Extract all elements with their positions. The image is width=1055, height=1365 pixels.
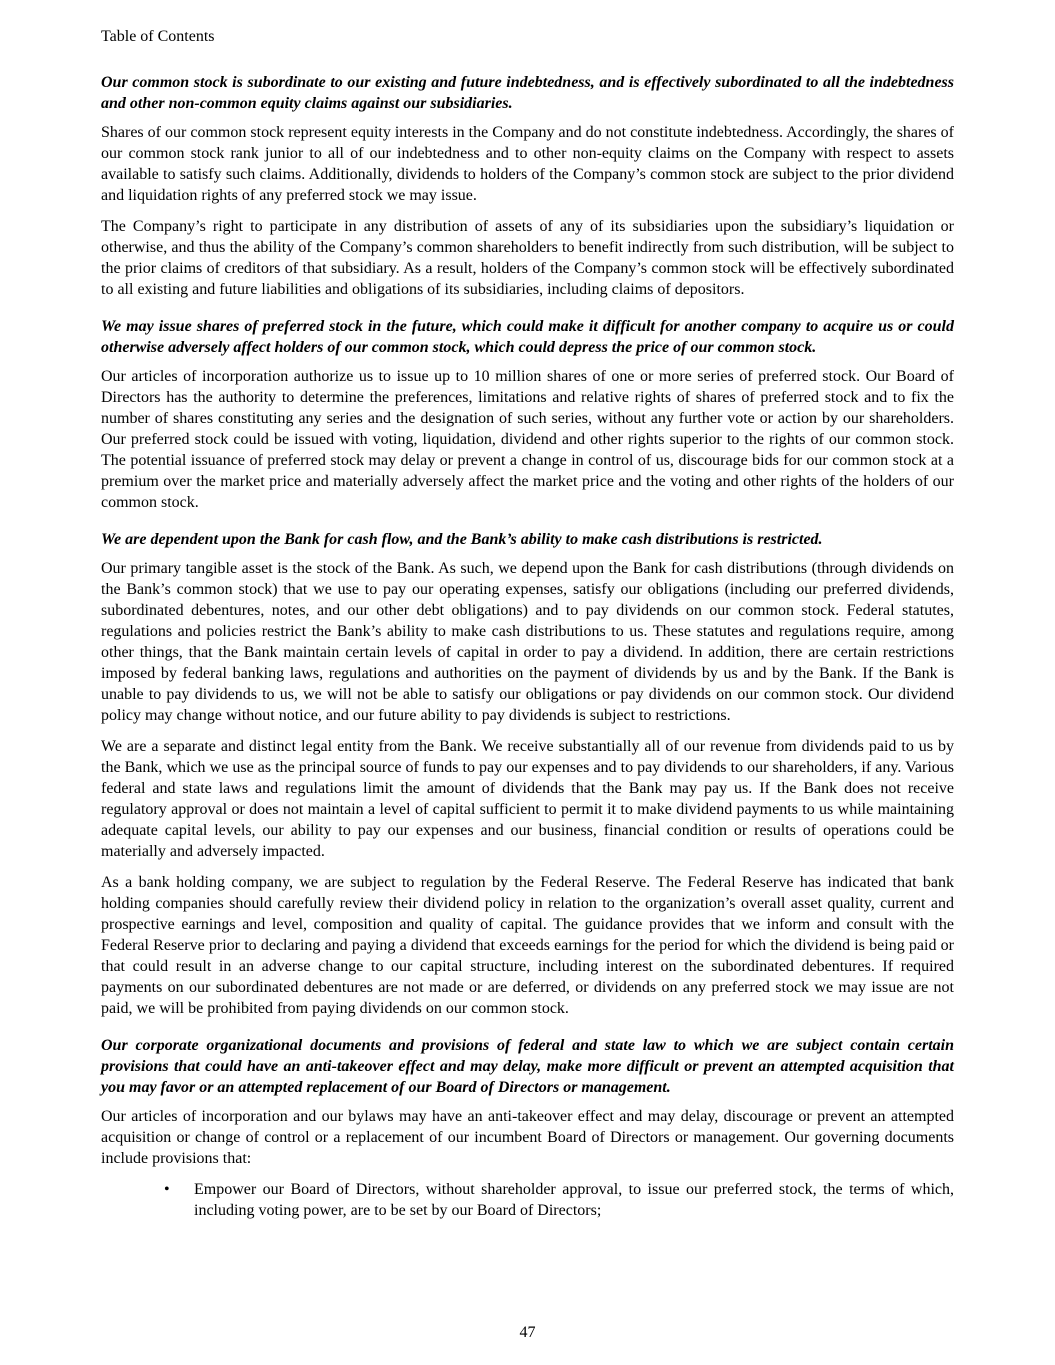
paragraph: Our primary tangible asset is the stock of the Bank. As such, we depend upon the Bank for cash distributions (through dividends on the Bank’s common stock) that we use to pay our operating expenses, satisfy our obligations (including our preferred dividends, subordinated debentures, notes, and our other debt obligations) and to pay dividends on our common stock. Federal statutes, regulations and policies restrict the Bank’s ability to make cash distributions to us. These statutes and regulations require, among other things, that the Bank maintain certain levels of capital in order to pay a dividend. In addition, there are certain restrictions imposed by federal banking laws, regulations and authorities on the payment of dividends by us and by the Bank. If the Bank is unable to pay dividends to us, we will not be able to satisfy our obligations or pay dividends on our common stock. Our dividend policy may change without notice, and our future ability to pay dividends is subject to restrictions.: [101, 560, 954, 724]
paragraph: Our articles of incorporation and our bylaws may have an anti-takeover effect and may delay, discourage or prevent an attempted acquisition or change of control or a replacement of our incumbent Board of Directors or management. Our governing documents include provisions that:: [101, 1108, 954, 1167]
paragraph: Shares of our common stock represent equity interests in the Company and do not constitute indebtedness. Accordingly, the shares of our common stock rank junior to all of our indebtedness and to other non-equity claims on the Company with respect to assets available to satisfy such claims. Additionally, dividends to holders of the Company’s common stock are subject to the prior dividend and liquidation rights of any preferred stock we may issue.: [101, 124, 954, 204]
paragraph: The Company’s right to participate in any distribution of assets of any of its subsidiaries upon the subsidiary’s liquidation or otherwise, and thus the ability of the Company’s common shareholders to benefit indirectly from such distribution, will be subject to the prior claims of creditors of that subsidiary. As a result, holders of the Company’s common stock will be effectively subordinated to all existing and future liabilities and obligations of its subsidiaries, including claims of depositors.: [101, 218, 954, 298]
table-of-contents-link[interactable]: Table of Contents: [101, 28, 215, 45]
risk-factor-section-common-stock-subordinate: [101, 72, 954, 300]
page-number: 47: [519, 1324, 536, 1341]
paragraph: Our articles of incorporation authorize us to issue up to 10 million shares of one or more series of preferred stock. Our Board of Directors has the authority to determine the preferences, limitations and relative rights of shares of preferred stock and to fix the number of shares constituting any series and the designation of such series, without any further vote or action by our shareholders. Our preferred stock could be issued with voting, liquidation, dividend and other rights superior to the rights of our common stock. The potential issuance of preferred stock may delay or prevent a change in control of us, discourage bids for our common stock at a premium over the market price and materially adversely affect the market price and the voting and other rights of the holders of our common stock.: [101, 368, 954, 511]
document-page: [101, 26, 954, 1221]
risk-factor-section-preferred-stock: [101, 316, 954, 513]
provisions-bullet-list: [101, 1179, 954, 1221]
section-heading: We are dependent upon the Bank for cash flow, and the Bank’s ability to make cash distributions is restricted.: [101, 531, 823, 548]
bullet-item: [101, 1179, 954, 1221]
bullet-text: Empower our Board of Directors, without shareholder approval, to issue our preferred stock, the terms of which, including voting power, are to be set by our Board of Directors;: [194, 1181, 954, 1219]
risk-factor-section-bank-dependency: [101, 529, 954, 1019]
paragraph: We are a separate and distinct legal entity from the Bank. We receive substantially all of our revenue from dividends paid to us by the Bank, which we use as the principal source of funds to pay our expenses and to pay dividends to our shareholders, if any. Various federal and state laws and regulations limit the amount of dividends that the Bank may pay us. If the Bank does not receive regulatory approval or does not maintain a level of capital sufficient to permit it to make dividend payments to us while maintaining adequate capital levels, our ability to pay our expenses and our business, financial condition or results of operations could be materially and adversely impacted.: [101, 738, 954, 860]
section-heading: Our corporate organizational documents and provisions of federal and state law to which we are subject contain certain provisions that could have an anti-takeover effect and may delay, make more difficult or prevent an attempted acquisition that you may favor or an attempted replacement of our Board of Directors or management.: [101, 1037, 954, 1096]
paragraph: As a bank holding company, we are subject to regulation by the Federal Reserve. The Federal Reserve has indicated that bank holding companies should carefully review their dividend policy in relation to the organization’s overall asset quality, current and prospective earnings and level, composition and quality of capital. The guidance provides that we inform and consult with the Federal Reserve prior to declaring and paying a dividend that exceeds earnings for the period for which the dividend is being paid or that could result in an adverse change to our capital structure, including interest on the subordinated debentures. If required payments on our subordinated debentures are not made or are deferred, or dividends on any preferred stock we may issue are not paid, we will be prohibited from paying dividends on our common stock.: [101, 874, 954, 1017]
risk-factor-section-anti-takeover: [101, 1035, 954, 1221]
section-heading: Our common stock is subordinate to our existing and future indebtedness, and is effectively subordinated to all the indebtedness and other non-common equity claims against our subsidiaries.: [101, 74, 954, 112]
section-heading: We may issue shares of preferred stock in the future, which could make it difficult for another company to acquire us or could otherwise adversely affect holders of our common stock, which could depress the price of our common stock.: [101, 318, 954, 356]
bullet-icon: •: [164, 1181, 170, 1198]
